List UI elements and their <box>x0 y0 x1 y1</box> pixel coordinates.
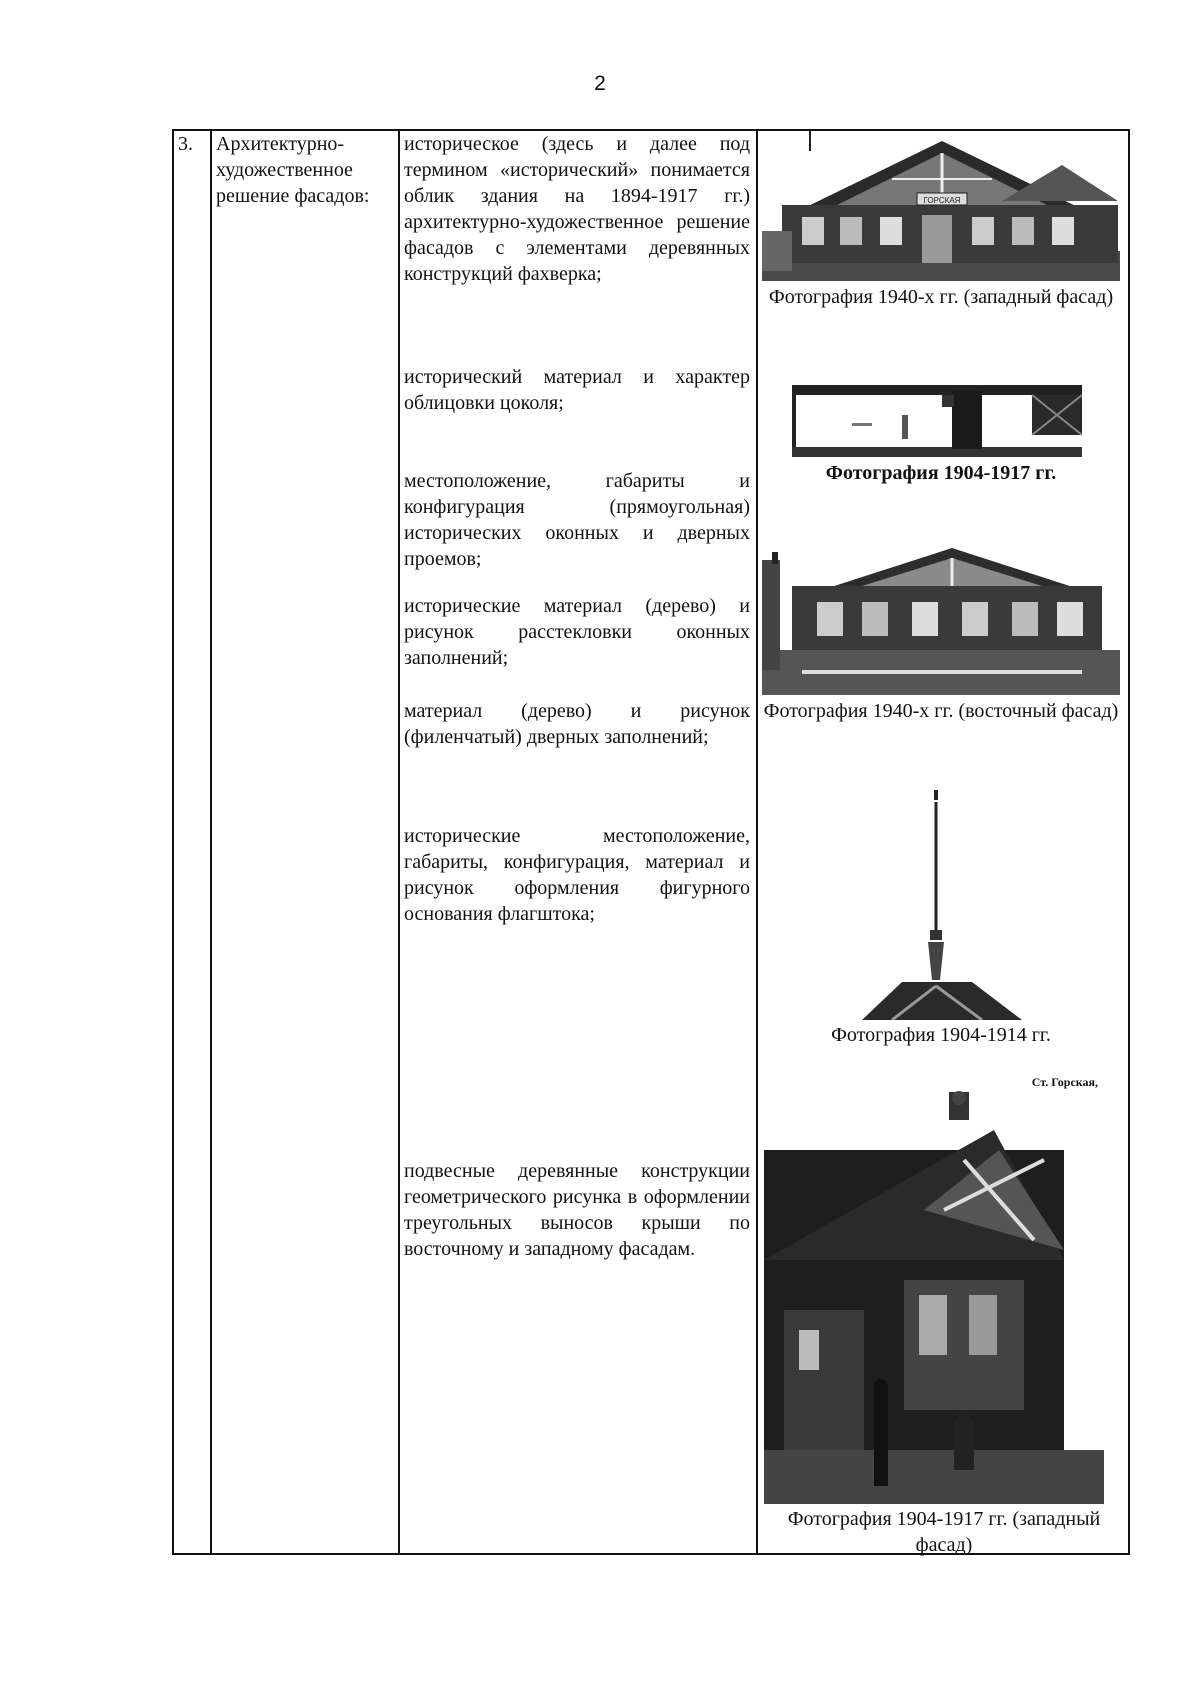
photo-plinth-1904-1917 <box>792 385 1082 457</box>
column-divider-2 <box>398 129 400 1555</box>
item-facade-solution: историческое (здесь и далее под термином «исторический» понимается облик здания на 1894-1917 гг.) архитектурно-художественное решение фасадов с элементами деревянных конструкций фахверка; <box>404 133 750 285</box>
photo-east-facade-1940s <box>762 520 1120 695</box>
caption-photo-3: Фотография 1940-х гг. (восточный фасад) <box>763 700 1119 722</box>
item-flagpole-base: исторические местоположение, габариты, конфигурация, материал и рисунок оформления фигурного основания флагштока; <box>404 825 750 925</box>
item-roof-hanging-structures: подвесные деревянные конструкции геометрического рисунка в оформлении треугольных выносов крыши по восточному и западному фасадам. <box>404 1160 750 1260</box>
caption-photo-1: Фотография 1940-х гг. (западный фасад) <box>768 286 1114 308</box>
photo-west-facade-1940s <box>762 131 1120 281</box>
stamp-line-1: Ст. Горская, <box>1031 1075 1098 1089</box>
caption-photo-2: Фотография 1904-1917 гг. <box>825 462 1057 484</box>
station-sign: ГОРСКАЯ <box>923 196 961 205</box>
item-window-door-openings: местоположение, габариты и конфигурация (прямоугольная) исторических оконных и дверных проемов; <box>404 470 750 570</box>
item-window-glazing: исторические материал (дерево) и рисунок расстекловки оконных заполнений; <box>404 595 750 669</box>
column-divider-3 <box>756 129 758 1555</box>
page-number: 2 <box>594 72 606 95</box>
row-number: 3. <box>178 133 193 155</box>
caption-photo-5: Фотография 1904-1917 гг. (западный фасад) <box>787 1508 1101 1556</box>
column-divider-1 <box>210 129 212 1555</box>
caption-photo-4: Фотография 1904-1914 гг. <box>831 1024 1051 1046</box>
photo-flagpole-1904-1914 <box>842 790 1042 1020</box>
row-category: Архитектурно-художественное решение фасадов: <box>216 133 370 207</box>
item-door-fillings: материал (дерево) и рисунок (филенчатый) дверных заполнений; <box>404 700 750 748</box>
photo-west-facade-1904-1917 <box>764 1090 1104 1504</box>
item-plinth-cladding: исторический материал и характер облицовки цоколя; <box>404 366 750 414</box>
